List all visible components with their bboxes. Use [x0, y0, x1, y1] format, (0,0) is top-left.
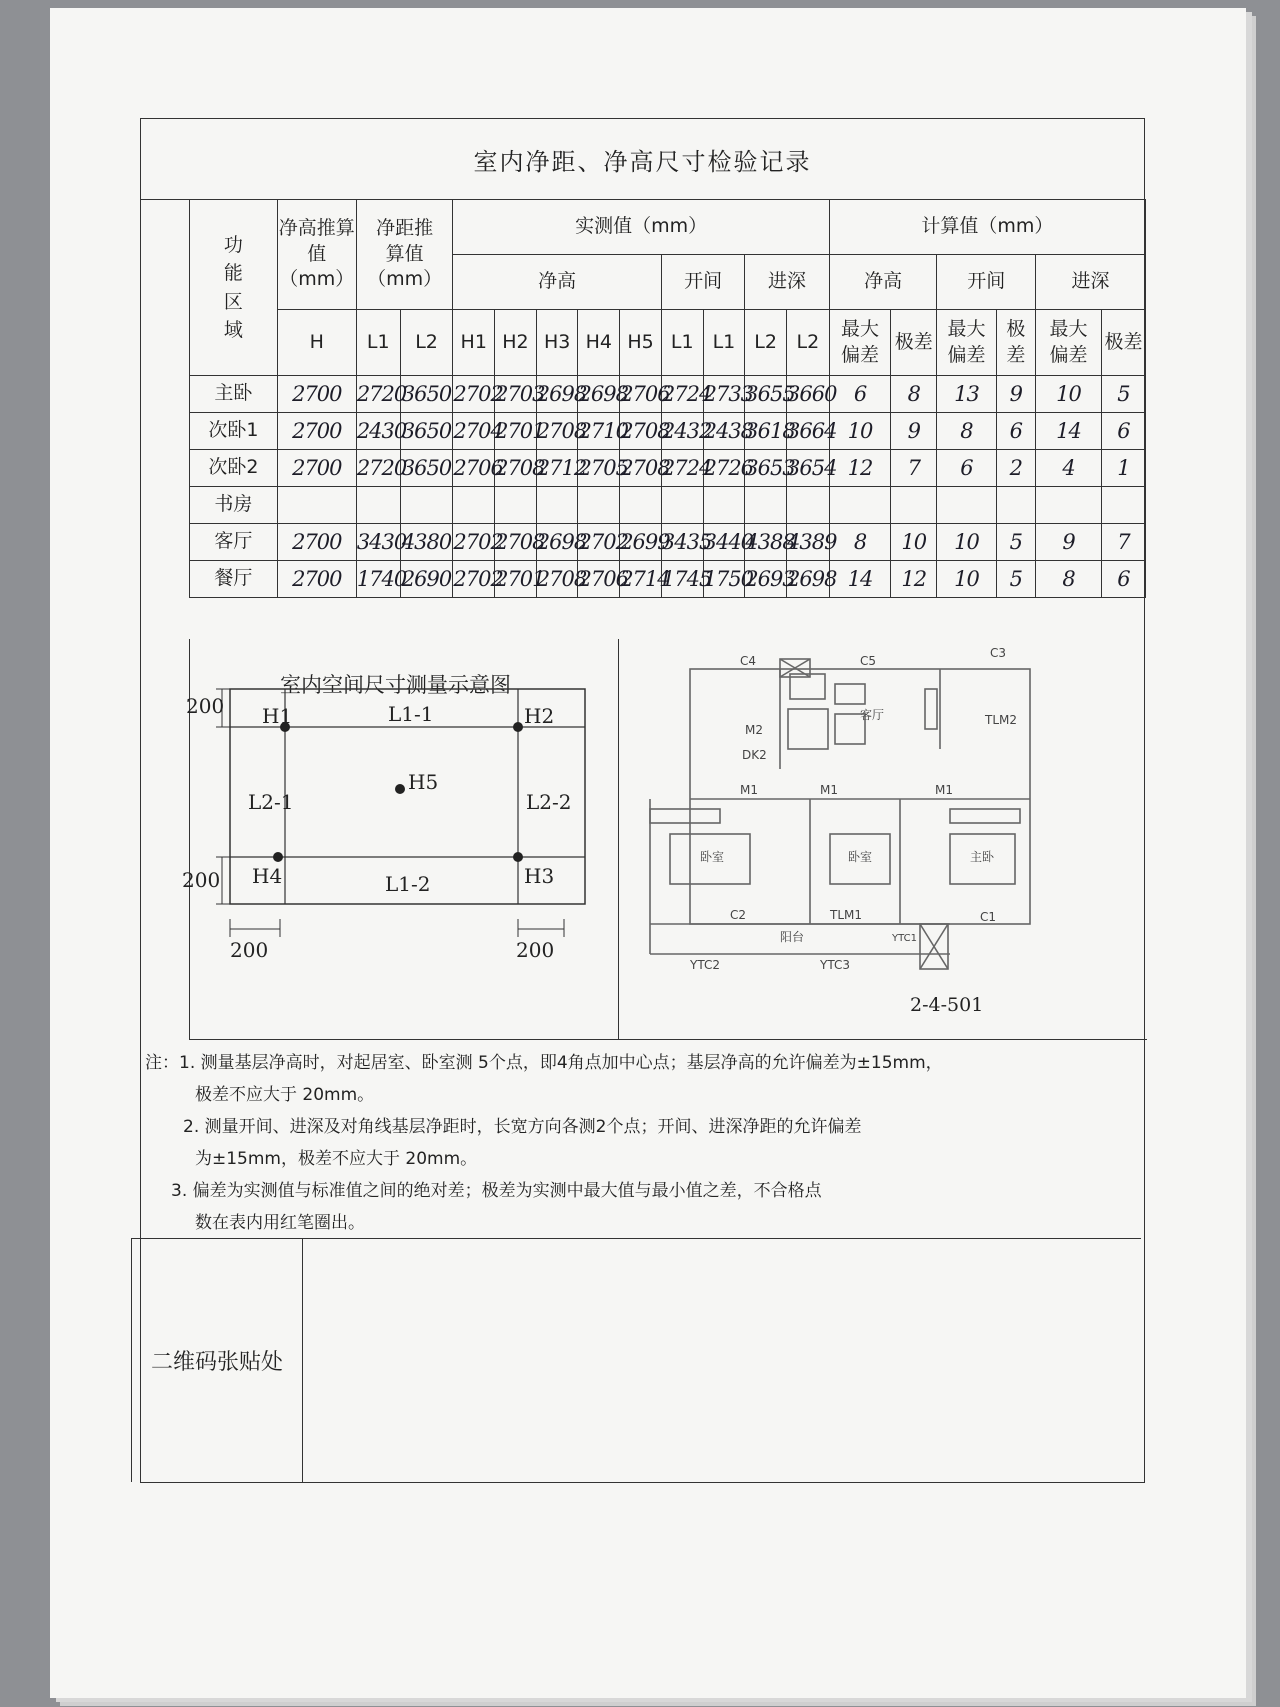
row-area: 客厅 — [190, 524, 278, 561]
header-depth-range: 极差 — [1101, 310, 1145, 376]
plan-m1a: M1 — [740, 783, 758, 797]
row-computed-2: 6 — [937, 450, 996, 487]
point-h5 — [395, 784, 405, 794]
note-1b: 极差不应大于 20mm。 — [195, 1085, 375, 1105]
row-computed-4 — [1036, 487, 1102, 524]
row-measured-7: 2693 — [745, 561, 787, 598]
header-computed-height: 净高 — [829, 255, 937, 310]
row-computed-2: 8 — [937, 413, 996, 450]
row-h-calc: 2700 — [277, 413, 356, 450]
diagram-section — [182, 639, 1147, 1040]
row-computed-0: 12 — [829, 450, 890, 487]
row-measured-8: 3664 — [787, 413, 830, 450]
row-measured-6 — [703, 487, 745, 524]
row-computed-0: 14 — [829, 561, 890, 598]
plan-balcony: 阳台 — [780, 930, 805, 944]
row-computed-1: 9 — [891, 413, 937, 450]
row-measured-2: 2698 — [536, 524, 578, 561]
plan-tlm2: TLM2 — [985, 713, 1018, 727]
row-l2-calc: 2690 — [400, 561, 453, 598]
row-measured-2: 2708 — [536, 561, 578, 598]
row-computed-4: 10 — [1036, 376, 1102, 413]
row-measured-1 — [495, 487, 537, 524]
row-computed-2: 10 — [937, 561, 996, 598]
row-measured-6: 1750 — [703, 561, 745, 598]
header-measured-bay: 开间 — [661, 255, 744, 310]
row-computed-0: 10 — [829, 413, 890, 450]
label-l1-1: L1-1 — [388, 702, 434, 726]
row-l1-calc: 2720 — [356, 450, 400, 487]
plan-tlm1: TLM1 — [830, 908, 863, 922]
row-l2-calc: 4380 — [400, 524, 453, 561]
plan-master: 主卧 — [970, 850, 995, 864]
plan-bedroom2: 卧室 — [848, 850, 873, 864]
row-computed-1 — [891, 487, 937, 524]
row-measured-1: 2708 — [495, 524, 537, 561]
diagram-divider — [618, 639, 619, 1039]
qr-code-area — [131, 1239, 303, 1482]
qr-label: 二维码张贴处 — [150, 1350, 283, 1375]
note-3b: 数在表内用红笔圈出。 — [195, 1213, 365, 1233]
notes-section — [131, 1039, 1141, 1239]
label-h4: H4 — [252, 864, 283, 888]
row-l1-calc — [356, 487, 400, 524]
row-measured-3: 2698 — [578, 376, 620, 413]
row-measured-2: 2712 — [536, 450, 578, 487]
row-measured-4 — [620, 487, 662, 524]
row-measured-3 — [578, 487, 620, 524]
plan-ytc2: YTC2 — [690, 958, 720, 972]
row-measured-5: 1745 — [661, 561, 703, 598]
row-computed-1: 12 — [891, 561, 937, 598]
floor-plan — [630, 646, 1150, 989]
row-area: 次卧2 — [190, 450, 278, 487]
row-measured-7: 3618 — [745, 413, 787, 450]
row-l1-calc: 3430 — [356, 524, 400, 561]
plan-c5: C5 — [860, 654, 877, 668]
row-measured-5: 3435 — [661, 524, 703, 561]
row-computed-2: 13 — [937, 376, 996, 413]
row-area: 餐厅 — [190, 561, 278, 598]
measurement-table — [189, 199, 1146, 598]
row-l2-calc: 3650 — [400, 450, 453, 487]
header-l1b: L1 — [703, 310, 745, 376]
header-measured: 实测值（mm） — [453, 200, 829, 255]
row-measured-5: 2724 — [661, 376, 703, 413]
row-area: 书房 — [190, 487, 278, 524]
row-measured-3: 2705 — [578, 450, 620, 487]
label-h1: H1 — [262, 704, 293, 728]
header-area: 功能区域 — [190, 200, 278, 376]
table-row — [190, 524, 1146, 561]
plan-m1b: M1 — [820, 783, 838, 797]
table-row — [190, 487, 1146, 524]
row-h-calc — [277, 487, 356, 524]
row-measured-6: 2438 — [703, 413, 745, 450]
header-h4: H4 — [578, 310, 620, 376]
row-computed-5: 5 — [1101, 376, 1145, 413]
row-computed-3: 2 — [996, 450, 1036, 487]
table-body — [190, 376, 1146, 598]
row-measured-2: 2708 — [536, 413, 578, 450]
row-measured-4: 2699 — [620, 524, 662, 561]
row-l2-calc: 3650 — [400, 413, 453, 450]
label-l2-1: L2-1 — [248, 790, 294, 814]
row-measured-1: 2701 — [495, 561, 537, 598]
dim-mid: 200 — [182, 868, 221, 892]
note-1a: 注：1. 测量基层净高时，对起居室、卧室测 5个点，即4角点加中心点；基层净高的允许偏差为±15mm， — [145, 1053, 943, 1073]
header-h5: H5 — [620, 310, 662, 376]
row-measured-0: 2702 — [453, 376, 495, 413]
plan-label: 2-4-501 — [910, 994, 984, 1016]
point-h3 — [513, 852, 523, 862]
row-measured-1: 2703 — [495, 376, 537, 413]
row-computed-0: 8 — [829, 524, 890, 561]
header-depth-maxdev: 最大偏差 — [1036, 310, 1102, 376]
label-h2: H2 — [524, 704, 555, 728]
row-computed-5: 7 — [1101, 524, 1145, 561]
plan-dk2: DK2 — [742, 748, 767, 762]
row-measured-8: 2698 — [787, 561, 830, 598]
row-measured-3: 2702 — [578, 524, 620, 561]
header-h1: H1 — [453, 310, 495, 376]
paper-sheet — [50, 8, 1246, 1698]
row-computed-3: 9 — [996, 376, 1036, 413]
row-measured-0: 2702 — [453, 561, 495, 598]
row-h-calc: 2700 — [277, 524, 356, 561]
table-row — [190, 561, 1146, 598]
diagram-title: 室内空间尺寸测量示意图 — [280, 673, 511, 697]
plan-living: 客厅 — [860, 708, 885, 722]
row-computed-4: 14 — [1036, 413, 1102, 450]
row-computed-5: 6 — [1101, 413, 1145, 450]
label-l1-2: L1-2 — [385, 872, 431, 896]
row-measured-0: 2706 — [453, 450, 495, 487]
header-computed-bay: 开间 — [937, 255, 1036, 310]
row-computed-4: 8 — [1036, 561, 1102, 598]
header-measured-height: 净高 — [453, 255, 662, 310]
row-measured-2: 2698 — [536, 376, 578, 413]
label-l2-2: L2-2 — [526, 790, 572, 814]
row-computed-3: 5 — [996, 524, 1036, 561]
table-row — [190, 413, 1146, 450]
form-title: 室内净距、净高尺寸检验记录 — [141, 119, 1144, 200]
label-h3: H3 — [524, 864, 555, 888]
plan-m1c: M1 — [935, 783, 953, 797]
row-measured-2 — [536, 487, 578, 524]
header-l2: L2 — [400, 310, 453, 376]
header-l1: L1 — [356, 310, 400, 376]
row-measured-6: 2726 — [703, 450, 745, 487]
row-measured-4: 2708 — [620, 413, 662, 450]
plan-c4: C4 — [740, 654, 757, 668]
row-computed-0 — [829, 487, 890, 524]
row-computed-4: 9 — [1036, 524, 1102, 561]
row-measured-0: 2704 — [453, 413, 495, 450]
row-measured-4: 2708 — [620, 450, 662, 487]
row-measured-7 — [745, 487, 787, 524]
header-computed-depth: 进深 — [1036, 255, 1146, 310]
row-h-calc: 2700 — [277, 561, 356, 598]
plan-ytc1: YTC1 — [892, 933, 917, 944]
table-row — [190, 450, 1146, 487]
row-area: 主卧 — [190, 376, 278, 413]
header-height-maxdev: 最大偏差 — [829, 310, 890, 376]
row-measured-5: 2724 — [661, 450, 703, 487]
row-measured-1: 2708 — [495, 450, 537, 487]
header-computed: 计算值（mm） — [829, 200, 1145, 255]
header-l1a: L1 — [661, 310, 703, 376]
row-computed-1: 7 — [891, 450, 937, 487]
header-h2: H2 — [495, 310, 537, 376]
row-l2-calc — [400, 487, 453, 524]
plan-c1: C1 — [980, 910, 997, 924]
row-measured-3: 2706 — [578, 561, 620, 598]
row-computed-3: 5 — [996, 561, 1036, 598]
row-computed-1: 8 — [891, 376, 937, 413]
row-measured-5 — [661, 487, 703, 524]
row-measured-3: 2710 — [578, 413, 620, 450]
row-measured-8 — [787, 487, 830, 524]
row-computed-1: 10 — [891, 524, 937, 561]
header-height-range: 极差 — [891, 310, 937, 376]
header-dist-calc: 净距推算值（mm） — [356, 200, 453, 310]
row-measured-4: 2706 — [620, 376, 662, 413]
row-h-calc: 2700 — [277, 376, 356, 413]
row-h-calc: 2700 — [277, 450, 356, 487]
note-2a: 2. 测量开间、进深及对角线基层净距时，长宽方向各测2个点；开间、进深净距的允许偏差 — [183, 1117, 862, 1137]
row-computed-4: 4 — [1036, 450, 1102, 487]
header-h3: H3 — [536, 310, 578, 376]
row-measured-7: 4388 — [745, 524, 787, 561]
header-bay-maxdev: 最大偏差 — [937, 310, 996, 376]
plan-bedroom1: 卧室 — [700, 850, 725, 864]
row-computed-0: 6 — [829, 376, 890, 413]
row-computed-5: 1 — [1101, 450, 1145, 487]
row-l2-calc: 3650 — [400, 376, 453, 413]
plan-c2: C2 — [730, 908, 747, 922]
row-l1-calc: 2430 — [356, 413, 400, 450]
header-l2a: L2 — [745, 310, 787, 376]
header-h: H — [277, 310, 356, 376]
row-computed-5: 6 — [1101, 561, 1145, 598]
header-measured-depth: 进深 — [745, 255, 830, 310]
row-measured-0 — [453, 487, 495, 524]
row-computed-3 — [996, 487, 1036, 524]
plan-m2: M2 — [745, 723, 763, 737]
row-measured-8: 3660 — [787, 376, 830, 413]
row-measured-6: 2733 — [703, 376, 745, 413]
row-l1-calc: 2720 — [356, 376, 400, 413]
row-measured-7: 3653 — [745, 450, 787, 487]
row-measured-8: 4389 — [787, 524, 830, 561]
point-h4 — [273, 852, 283, 862]
plan-c3: C3 — [990, 646, 1007, 660]
row-measured-4: 2714 — [620, 561, 662, 598]
table-row — [190, 376, 1146, 413]
measurement-diagram — [182, 639, 618, 1039]
note-2b: 为±15mm，极差不应大于 20mm。 — [195, 1149, 478, 1169]
header-l2b: L2 — [787, 310, 830, 376]
row-measured-7: 3655 — [745, 376, 787, 413]
dim-bottom-right: 200 — [516, 938, 555, 962]
header-bay-range: 极差 — [996, 310, 1036, 376]
note-3a: 3. 偏差为实测值与标准值之间的绝对差；极差为实测中最大值与最小值之差，不合格点 — [171, 1181, 822, 1201]
plan-ytc3: YTC3 — [820, 958, 850, 972]
row-measured-1: 2701 — [495, 413, 537, 450]
row-measured-0: 2702 — [453, 524, 495, 561]
row-computed-2: 10 — [937, 524, 996, 561]
row-measured-6: 3440 — [703, 524, 745, 561]
dim-bottom-left: 200 — [230, 938, 269, 962]
row-area: 次卧1 — [190, 413, 278, 450]
label-h5: H5 — [408, 770, 439, 794]
row-measured-8: 3654 — [787, 450, 830, 487]
row-computed-3: 6 — [996, 413, 1036, 450]
row-computed-5 — [1101, 487, 1145, 524]
header-height-calc: 净高推算值（mm） — [277, 200, 356, 310]
dim-top: 200 — [186, 694, 225, 718]
row-l1-calc: 1740 — [356, 561, 400, 598]
inspection-form — [140, 118, 1145, 1483]
row-computed-2 — [937, 487, 996, 524]
row-measured-5: 2432 — [661, 413, 703, 450]
point-h2 — [513, 722, 523, 732]
